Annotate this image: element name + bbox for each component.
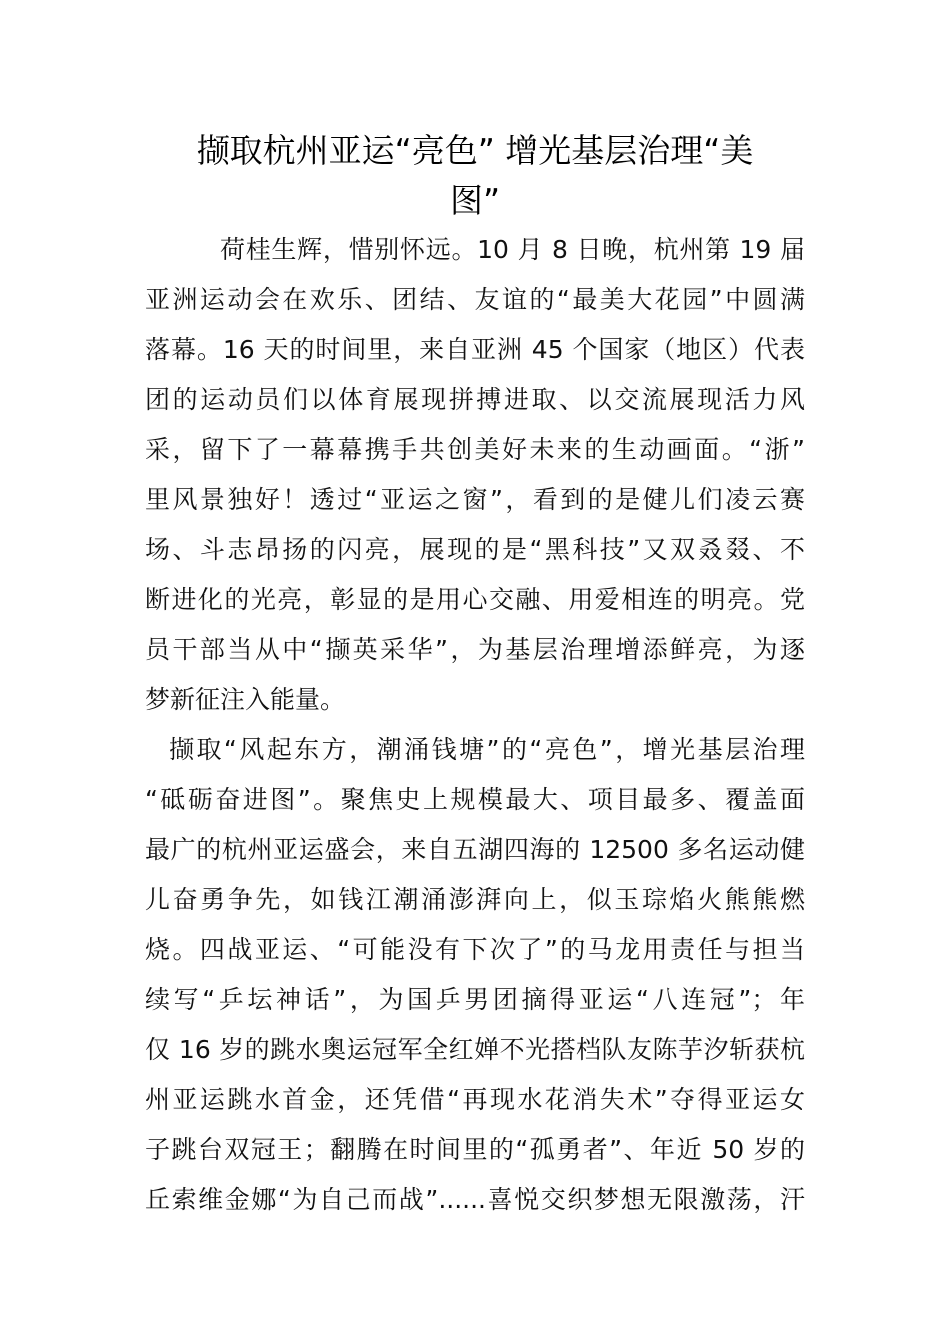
paragraph-2-line-3: 最广的杭州亚运盛会，来自五湖四海的 12500 多名运动健 — [145, 835, 805, 864]
paragraph-1-line-1: 荷桂生辉，惜别怀远。10 月 8 日晚，杭州第 19 届 — [220, 235, 805, 264]
paragraph-1-line-6: 里风景独好！透过“亚运之窗”，看到的是健儿们凌云赛 — [145, 485, 805, 514]
paragraph-1-line-3: 落幕。16 天的时间里，来自亚洲 45 个国家（地区）代表 — [145, 335, 805, 364]
document-title-line-1: 撷取杭州亚运“亮色” 增光基层治理“美 — [196, 131, 754, 170]
paragraph-1-line-10: 梦新征注入能量。 — [145, 685, 346, 714]
document-title-line-2: 图” — [449, 181, 501, 220]
paragraph-2-line-8: 州亚运跳水首金，还凭借“再现水花消失术”夺得亚运女 — [145, 1085, 805, 1114]
paragraph-1-line-5: 采，留下了一幕幕携手共创美好未来的生动画面。“浙” — [145, 435, 805, 464]
paragraph-1-line-2: 亚洲运动会在欢乐、团结、友谊的“最美大花园”中圆满 — [145, 285, 805, 314]
paragraph-2-line-1: 撷取“风起东方，潮涌钱塘”的“亮色”，增光基层治理 — [169, 735, 805, 764]
paragraph-2-line-5: 烧。四战亚运、“可能没有下次了”的马龙用责任与担当 — [145, 935, 805, 964]
paragraph-2-line-10: 丘索维金娜“为自己而战”......喜悦交织梦想无限激荡，汗 — [145, 1185, 805, 1214]
paragraph-1-line-9: 员干部当从中“撷英采华”，为基层治理增添鲜亮，为逐 — [145, 635, 805, 664]
paragraph-2-line-4: 儿奋勇争先，如钱江潮涌澎湃向上，似玉琮焰火熊熊燃 — [145, 885, 805, 914]
paragraph-2-line-6: 续写“乒坛神话”，为国乒男团摘得亚运“八连冠”；年 — [145, 985, 805, 1014]
paragraph-2-line-2: “砥砺奋进图”。聚焦史上规模最大、项目最多、覆盖面 — [145, 785, 805, 814]
paragraph-2-line-7: 仅 16 岁的跳水奥运冠军全红婵不光搭档队友陈芋汐斩获杭 — [145, 1035, 805, 1064]
paragraph-1-line-7: 场、斗志昂扬的闪亮，展现的是“黑科技”又双叒叕、不 — [145, 535, 805, 564]
paragraph-1-line-4: 团的运动员们以体育展现拼搏进取、以交流展现活力风 — [145, 385, 805, 414]
paragraph-1-line-8: 断进化的光亮，彰显的是用心交融、用爱相连的明亮。党 — [145, 585, 805, 614]
paragraph-2-line-9: 子跳台双冠王；翻腾在时间里的“孤勇者”、年近 50 岁的 — [145, 1135, 805, 1164]
